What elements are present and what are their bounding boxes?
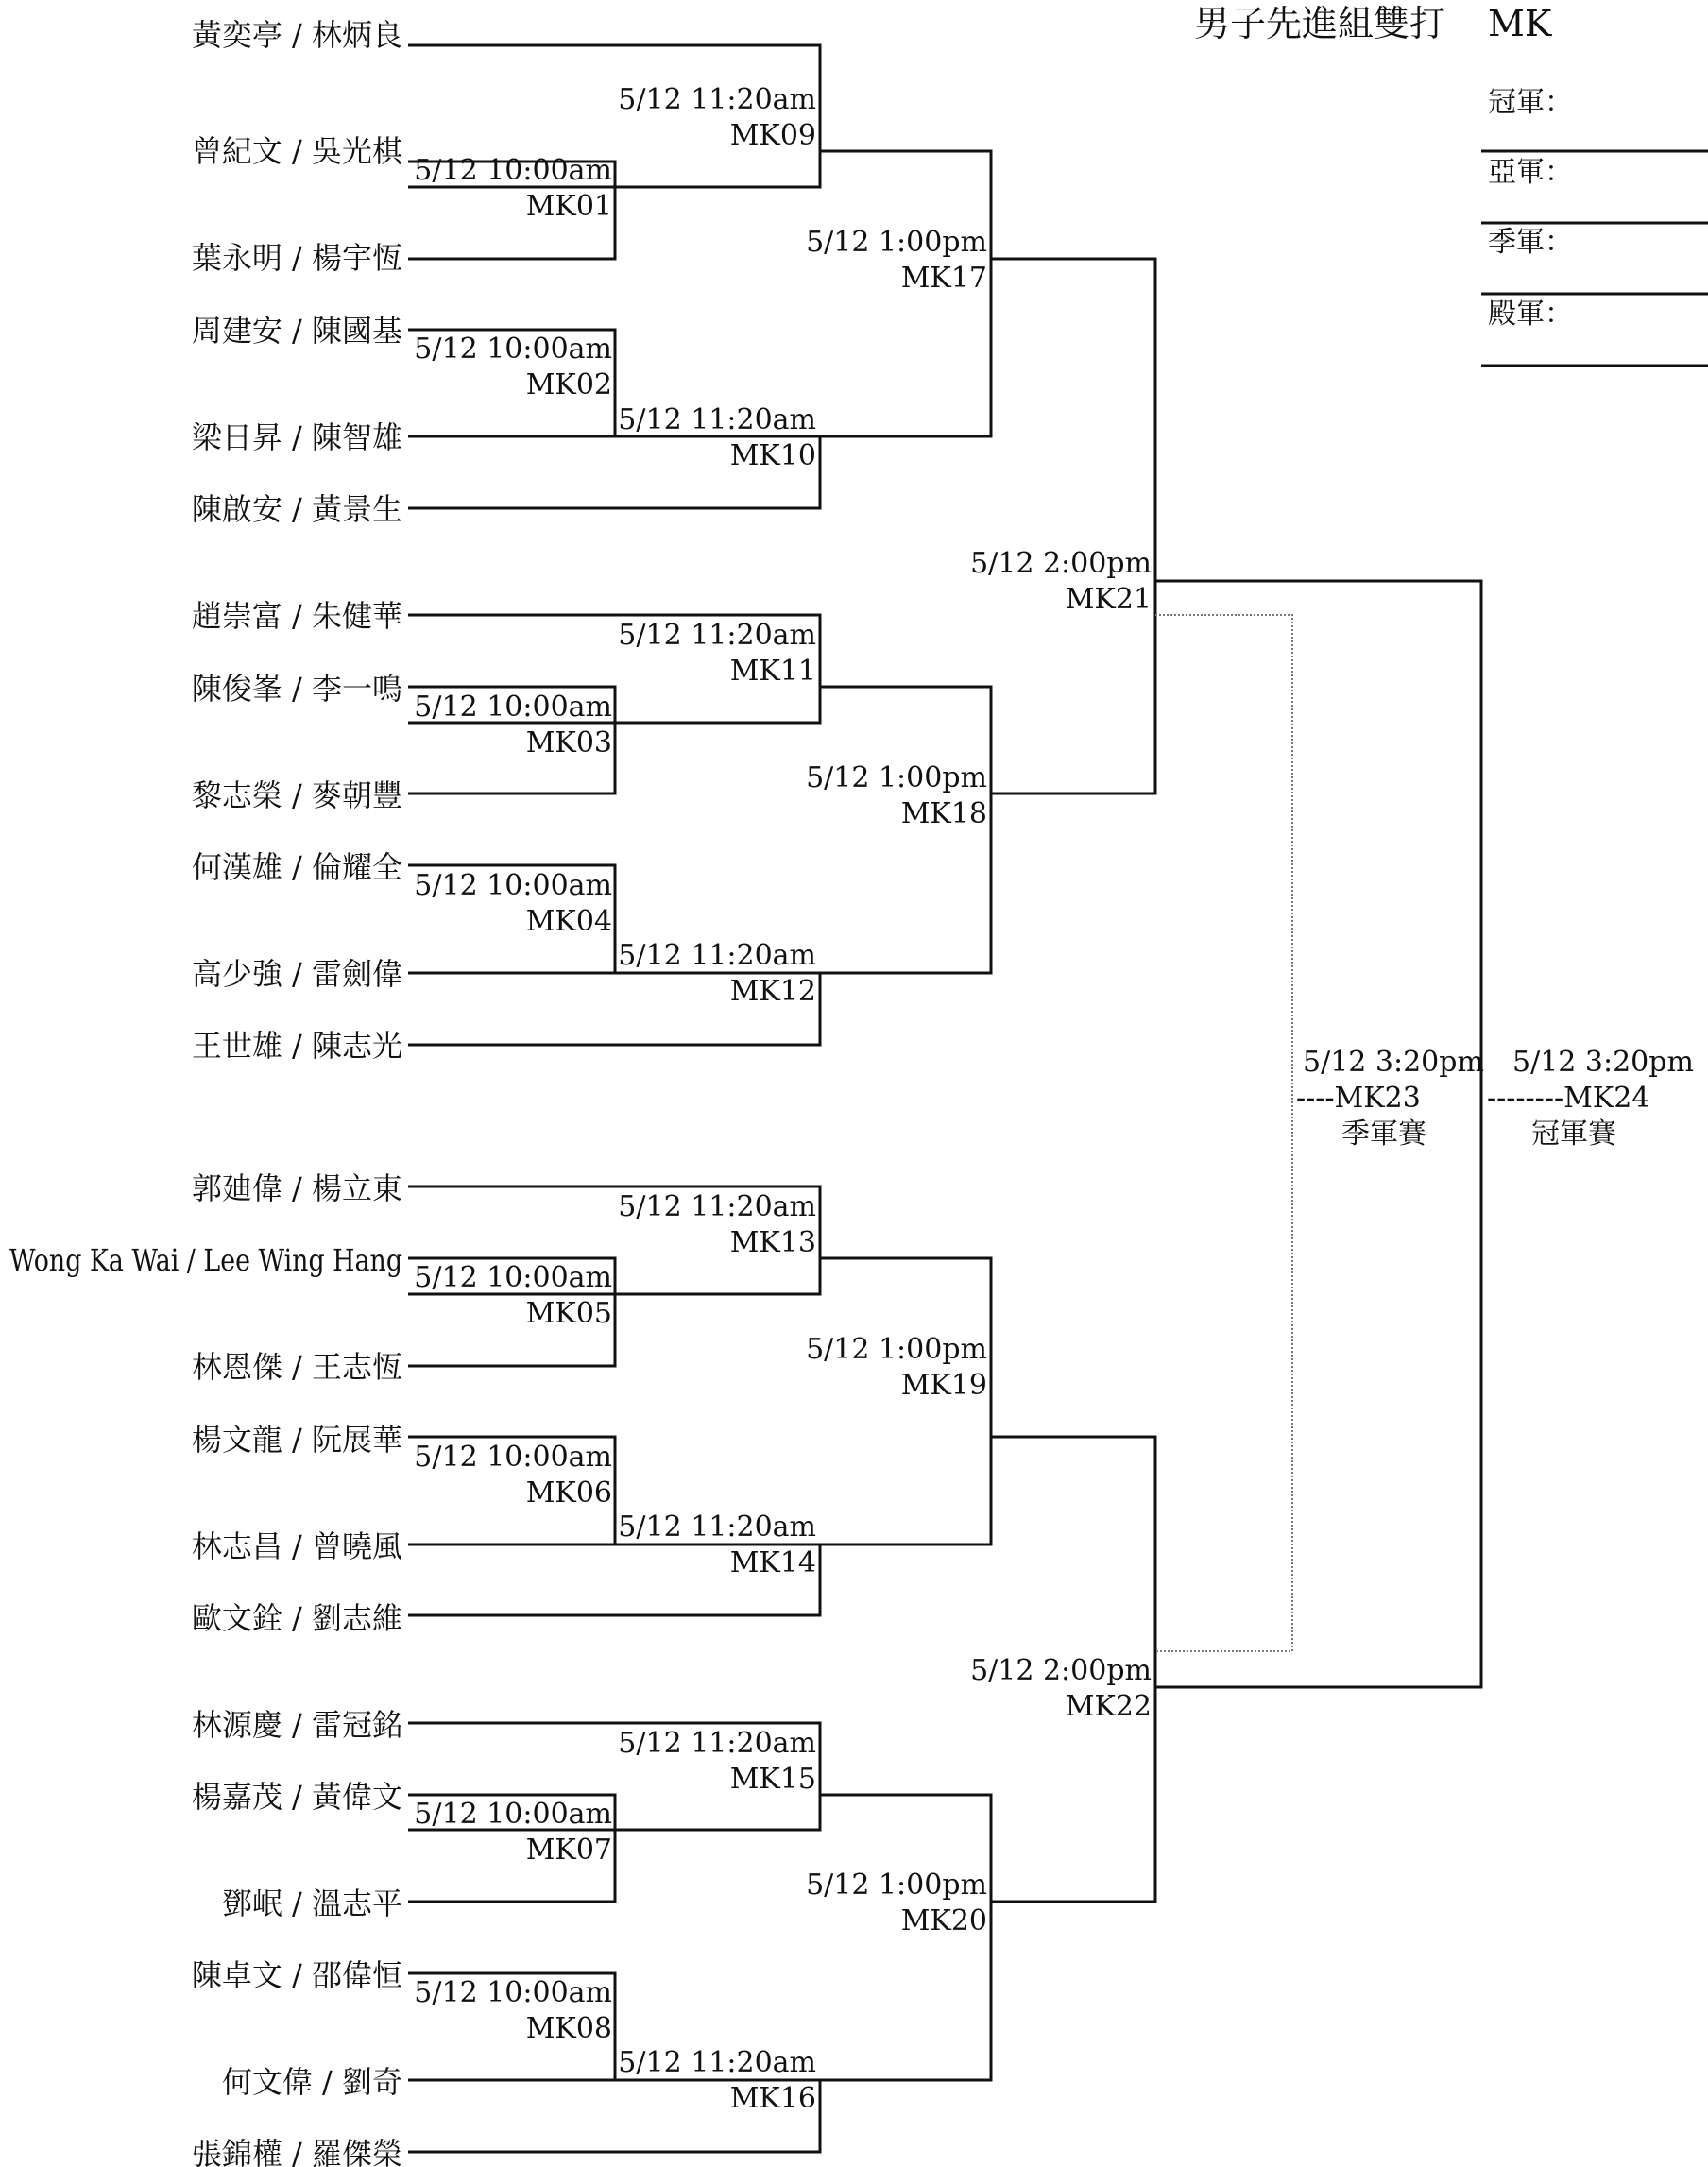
match-time: 5/12 1:00pm xyxy=(806,761,987,794)
match-subtitle: 季軍賽 xyxy=(1341,1118,1426,1151)
player-entry: 王世雄 / 陳志光 xyxy=(191,1028,402,1064)
award-champion-label: 冠軍： xyxy=(1488,86,1573,119)
player-entry: 高少強 / 雷劍偉 xyxy=(191,956,402,992)
match-id: MK07 xyxy=(525,1834,612,1867)
match-time: 5/12 11:20am xyxy=(618,1190,816,1223)
match-subtitle: 冠軍賽 xyxy=(1531,1118,1616,1151)
match-time: 5/12 1:00pm xyxy=(806,1333,987,1366)
third-place-connector xyxy=(1155,615,1292,1651)
match-time: 5/12 2:00pm xyxy=(970,1654,1152,1687)
player-entry: 楊文龍 / 阮展華 xyxy=(191,1422,402,1458)
match-labels xyxy=(414,83,1694,2115)
player-entry: 趙崇富 / 朱健華 xyxy=(191,598,402,634)
player-entry: 林源慶 / 雷冠銘 xyxy=(191,1707,402,1743)
player-entry: 陳俊峯 / 李一鳴 xyxy=(191,671,402,707)
player-entry: 楊嘉茂 / 黃偉文 xyxy=(191,1779,402,1815)
match-time: 5/12 10:00am xyxy=(414,1798,612,1831)
player-entry: 陳卓文 / 邵偉恒 xyxy=(191,1957,402,1993)
match-id: MK10 xyxy=(729,439,816,472)
player-entry: 何文偉 / 劉奇 xyxy=(221,2064,402,2100)
player-entry: 黎志榮 / 麥朝豐 xyxy=(191,777,402,813)
match-time: 5/12 11:20am xyxy=(618,2046,816,2079)
match-id: MK09 xyxy=(729,119,816,152)
match-id: MK18 xyxy=(900,797,987,830)
player-entry: 陳啟安 / 黃景生 xyxy=(191,491,402,527)
match-id: ----MK23 xyxy=(1296,1082,1421,1115)
match-id: --------MK24 xyxy=(1487,1082,1650,1115)
match-id: MK16 xyxy=(729,2082,816,2115)
match-time: 5/12 11:20am xyxy=(618,403,816,436)
bracket-title: 男子先進組雙打 xyxy=(1193,3,1445,44)
match-time: 5/12 11:20am xyxy=(618,619,816,652)
match-id: MK11 xyxy=(729,655,816,688)
player-list xyxy=(9,17,403,2167)
match-time: 5/12 10:00am xyxy=(414,1261,612,1294)
award-third-label: 季軍： xyxy=(1488,226,1573,259)
match-id: MK17 xyxy=(900,262,987,295)
match-time: 5/12 1:00pm xyxy=(806,226,987,259)
match-id: MK20 xyxy=(900,1904,987,1937)
award-runnerup-label: 亞軍： xyxy=(1488,156,1573,189)
match-time: 5/12 11:20am xyxy=(618,939,816,972)
match-id: MK19 xyxy=(900,1369,987,1402)
player-entry: 黃奕亭 / 林炳良 xyxy=(191,17,402,53)
player-entry: 歐文銓 / 劉志維 xyxy=(191,1600,402,1636)
match-time: 5/12 10:00am xyxy=(414,869,612,902)
match-time: 5/12 3:20pm xyxy=(1303,1046,1484,1079)
player-entry: 林志昌 / 曾曉風 xyxy=(191,1528,402,1564)
player-entry: 曾紀文 / 吳光棋 xyxy=(191,133,402,169)
match-time: 5/12 1:00pm xyxy=(806,1868,987,1902)
match-time: 5/12 10:00am xyxy=(414,1976,612,2009)
match-id: MK04 xyxy=(525,905,612,938)
match-id: MK14 xyxy=(729,1546,816,1579)
player-entry: 周建安 / 陳國基 xyxy=(191,313,402,349)
match-id: MK03 xyxy=(525,726,612,759)
match-time: 5/12 10:00am xyxy=(414,1441,612,1474)
match-time: 5/12 10:00am xyxy=(414,333,612,366)
match-time: 5/12 3:20pm xyxy=(1512,1046,1694,1079)
player-entry: 張錦權 / 羅傑榮 xyxy=(191,2136,402,2167)
match-id: MK13 xyxy=(729,1226,816,1259)
player-entry: 郭廸偉 / 楊立東 xyxy=(191,1170,402,1206)
player-entry: 鄧岷 / 溫志平 xyxy=(221,1885,402,1921)
player-entry: 何漢雄 / 倫耀全 xyxy=(191,849,402,885)
match-time: 5/12 11:20am xyxy=(618,1510,816,1544)
match-id: MK22 xyxy=(1065,1690,1152,1723)
match-id: MK21 xyxy=(1065,583,1152,616)
match-time: 5/12 10:00am xyxy=(414,691,612,724)
awards-box xyxy=(1481,86,1708,366)
player-entry: 葉永明 / 楊宇恆 xyxy=(191,240,402,276)
match-id: MK06 xyxy=(525,1476,612,1510)
match-id: MK12 xyxy=(729,975,816,1008)
bracket-code: MK xyxy=(1488,3,1552,44)
match-id: MK02 xyxy=(525,368,612,401)
match-id: MK15 xyxy=(729,1763,816,1796)
player-entry: 梁日昇 / 陳智雄 xyxy=(191,419,402,455)
match-time: 5/12 11:20am xyxy=(618,1727,816,1760)
match-id: MK08 xyxy=(525,2012,612,2045)
player-entry: 林恩傑 / 王志恆 xyxy=(191,1349,402,1385)
match-time: 5/12 11:20am xyxy=(618,83,816,116)
award-fourth-label: 殿軍： xyxy=(1488,298,1573,331)
match-time: 5/12 10:00am xyxy=(414,154,612,187)
match-id: MK05 xyxy=(525,1297,612,1330)
player-entry: Wong Ka Wai / Lee Wing Hang xyxy=(9,1242,402,1278)
match-id: MK01 xyxy=(525,190,612,223)
match-time: 5/12 2:00pm xyxy=(970,547,1152,580)
